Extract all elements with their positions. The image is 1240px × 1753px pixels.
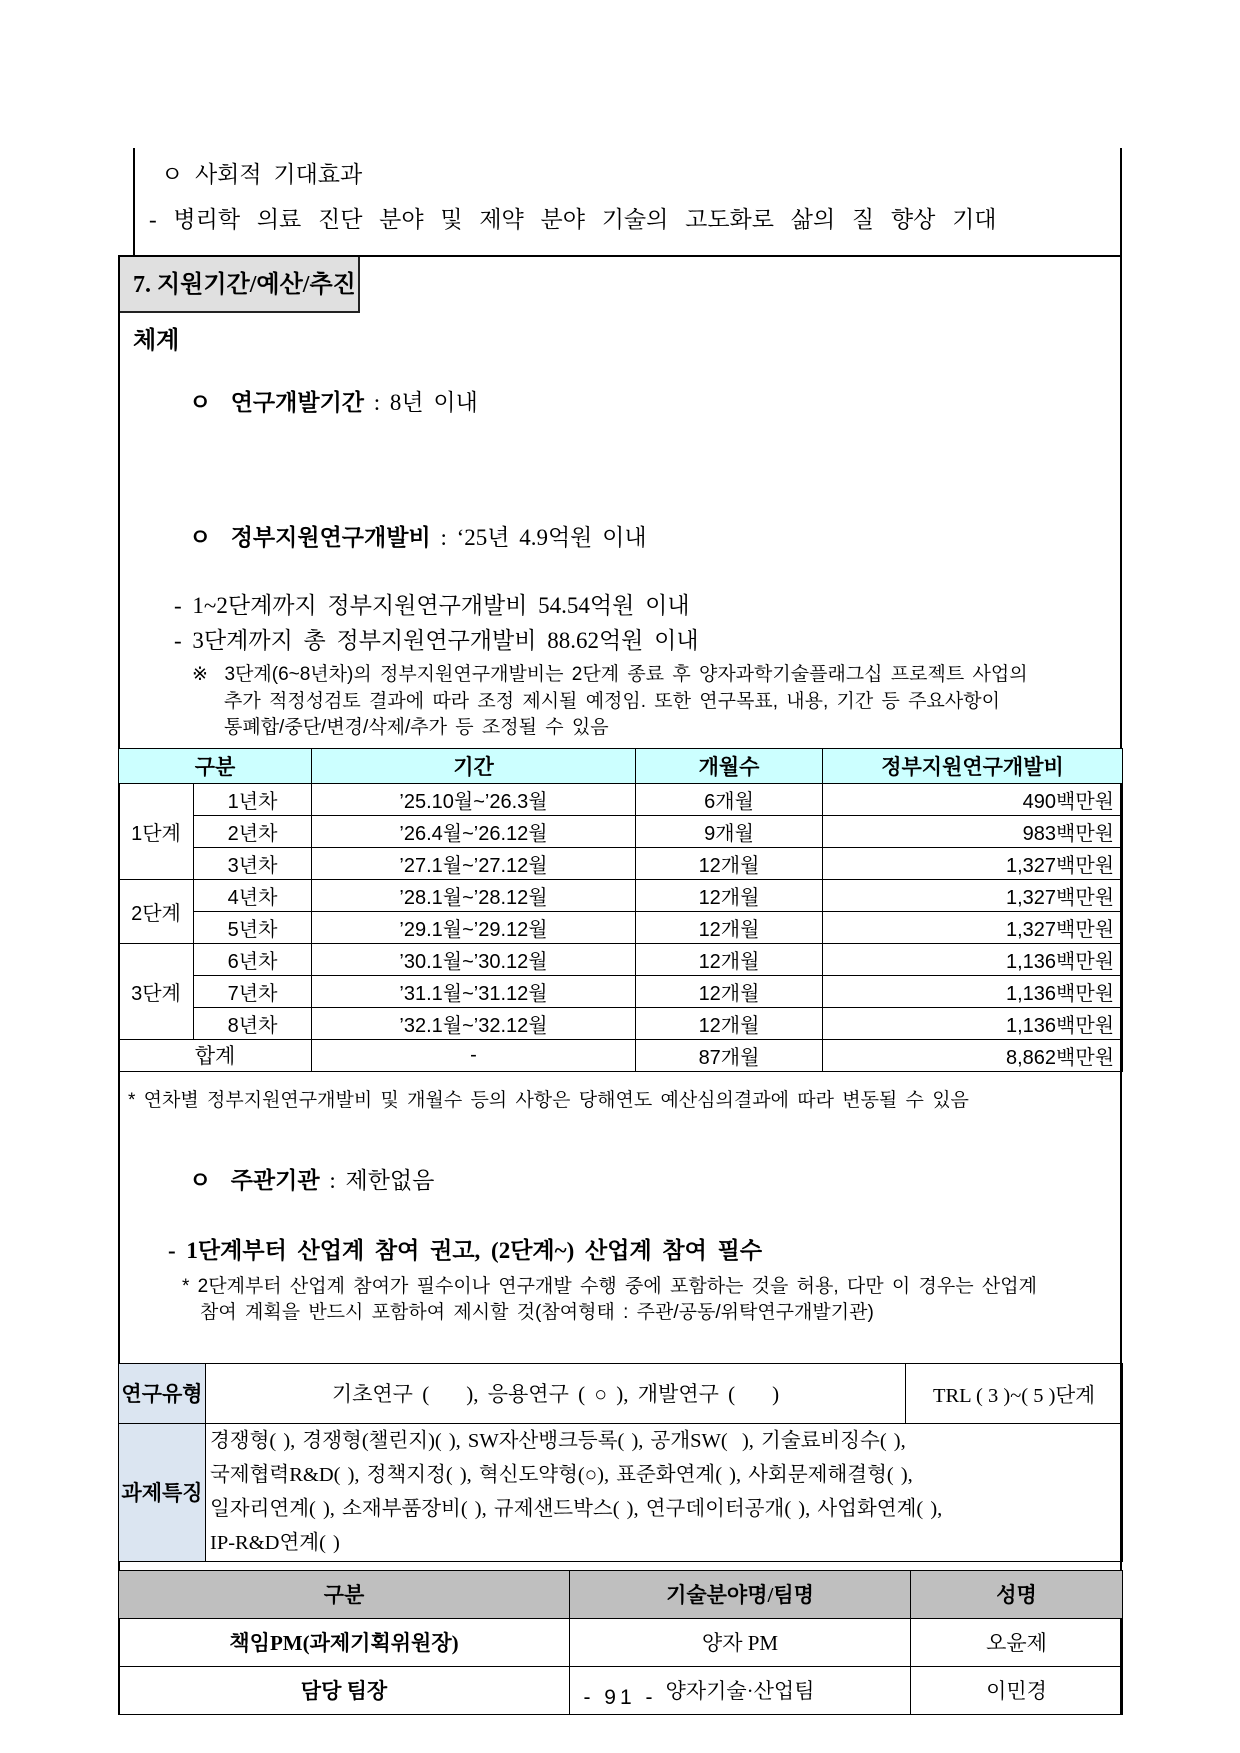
year-cell: 7년차 bbox=[194, 975, 312, 1007]
months-cell: 6개월 bbox=[636, 783, 823, 815]
host-org-value: : 제한없음 bbox=[319, 1167, 435, 1193]
months-cell: 12개월 bbox=[636, 847, 823, 879]
support-plan-section bbox=[118, 255, 1122, 1715]
pm-col-name: 성명 bbox=[911, 1570, 1123, 1618]
table-row bbox=[119, 975, 1123, 1007]
project-feature-row bbox=[119, 1423, 1123, 1561]
period-cell: ’29.1월~’29.12월 bbox=[312, 911, 636, 943]
pm-name-cell: 이민경 bbox=[911, 1666, 1123, 1714]
col-header-amount: 정부지원연구개발비 bbox=[823, 748, 1123, 783]
pm-team-cell: 양자기술·산업팀 bbox=[570, 1666, 911, 1714]
expected-effects-box bbox=[133, 148, 1122, 255]
pm-team-cell: 양자 PM bbox=[570, 1618, 911, 1666]
host-org-label: ㅇ 주관기관 bbox=[189, 1167, 320, 1193]
research-type-table bbox=[118, 1363, 1123, 1562]
year-cell: 5년차 bbox=[194, 911, 312, 943]
industry-note-line2: 참여 계획을 반드시 포함하여 제시할 것(참여형태 : 주관/공동/위탁연구개발기관) bbox=[200, 1302, 874, 1323]
feature-line: 경쟁형( ), 경쟁형(챌린지)( ), SW자산뱅크등록( ), 공개SW( ), 기술료비징수( ), bbox=[210, 1430, 906, 1452]
period-cell: ’25.10월~’26.3월 bbox=[312, 783, 636, 815]
research-type-row bbox=[119, 1363, 1123, 1423]
gov-budget-label: ㅇ 정부지원연구개발비 bbox=[189, 525, 431, 550]
feature-line: IP-R&D연계( ) bbox=[210, 1532, 340, 1554]
budget-table bbox=[118, 748, 1123, 1072]
period-cell: ’27.1월~’27.12월 bbox=[312, 847, 636, 879]
research-type-label: 연구유형 bbox=[119, 1363, 206, 1423]
col-header-period: 기간 bbox=[312, 748, 636, 783]
months-cell: 9개월 bbox=[636, 815, 823, 847]
months-cell: 12개월 bbox=[636, 879, 823, 911]
year-cell: 2년차 bbox=[194, 815, 312, 847]
period-cell: ’26.4월~’26.12월 bbox=[312, 815, 636, 847]
amount-cell: 1,327백만원 bbox=[823, 847, 1123, 879]
amount-cell: 1,136백만원 bbox=[823, 1007, 1123, 1039]
page-number: - 91 - bbox=[583, 1686, 657, 1709]
months-cell: 12개월 bbox=[636, 1007, 823, 1039]
rnd-period-value: : 8년 이내 bbox=[364, 390, 478, 415]
stage-1-cell: 1단계 bbox=[119, 783, 194, 879]
pm-col-gubun: 구분 bbox=[119, 1570, 570, 1618]
project-feature-label: 과제특징 bbox=[119, 1423, 206, 1561]
amount-cell: 490백만원 bbox=[823, 783, 1123, 815]
amount-cell: 983백만원 bbox=[823, 815, 1123, 847]
period-cell: ’28.1월~’28.12월 bbox=[312, 879, 636, 911]
total-period-cell: - bbox=[312, 1039, 636, 1071]
gov-budget-value: : ‘25년 4.9억원 이내 bbox=[430, 525, 647, 550]
pm-role-cell: 담당 팀장 bbox=[119, 1666, 570, 1714]
industry-note-line1: * 2단계부터 산업계 참여가 필수이나 연구개발 수행 중에 포함하는 것을 허용, 다만 이 경우는 산업계 bbox=[182, 1275, 1037, 1297]
year-cell: 4년차 bbox=[194, 879, 312, 911]
year-cell: 3년차 bbox=[194, 847, 312, 879]
stage-3-cell: 3단계 bbox=[119, 943, 194, 1039]
budget-table-footnote: * 연차별 정부지원연구개발비 및 개월수 등의 사항은 당해연도 예산심의결과에 따라 변동될 수 있음 bbox=[128, 1089, 969, 1111]
months-cell: 12개월 bbox=[636, 911, 823, 943]
table-row bbox=[119, 847, 1123, 879]
table-row bbox=[119, 943, 1123, 975]
table-row bbox=[119, 879, 1123, 911]
amount-cell: 1,136백만원 bbox=[823, 975, 1123, 1007]
amount-cell: 1,327백만원 bbox=[823, 879, 1123, 911]
rnd-period-line bbox=[150, 358, 1120, 448]
feature-line: 일자리연계( ), 소재부품장비( ), 규제샌드박스( ), 연구데이터공개( ), 사업화연계( ), bbox=[210, 1498, 943, 1520]
months-cell: 12개월 bbox=[636, 943, 823, 975]
total-months-cell: 87개월 bbox=[636, 1039, 823, 1071]
feature-line: 국제협력R&D( ), 정책지정( ), 혁신도약형(○), 표준화연계( ), 사회문제해결형( ), bbox=[210, 1464, 913, 1486]
period-cell: ’32.1월~’32.12월 bbox=[312, 1007, 636, 1039]
budget-sub2: - 3단계까지 총 정부지원연구개발비 88.62억원 이내 bbox=[174, 628, 699, 653]
year-cell: 1년차 bbox=[194, 783, 312, 815]
months-cell: 12개월 bbox=[636, 975, 823, 1007]
table-row bbox=[119, 815, 1123, 847]
research-type-options: 기초연구 ( ), 응용연구 ( ○ ), 개발연구 ( ) bbox=[206, 1363, 906, 1423]
budget-note-line2: 추가 적정성검토 결과에 따라 조정 제시될 예정임. 또한 연구목표, 내용, 기간 등 주요사항이 bbox=[224, 690, 1000, 712]
section-title: 7. 지원기간/예산/추진체계 bbox=[120, 257, 360, 313]
table-row bbox=[119, 1618, 1123, 1666]
pm-header-row bbox=[119, 1570, 1123, 1618]
rnd-period-label: ㅇ 연구개발기간 bbox=[189, 390, 365, 415]
year-cell: 6년차 bbox=[194, 943, 312, 975]
period-cell: ’30.1월~’30.12월 bbox=[312, 943, 636, 975]
industry-participation-line: - 1단계부터 산업계 참여 권고, (2단계~) 산업계 참여 필수 bbox=[168, 1237, 763, 1263]
pm-role-cell: 책임PM(과제기획위원장) bbox=[119, 1618, 570, 1666]
gov-budget-line bbox=[150, 493, 1120, 583]
period-cell: ’31.1월~’31.12월 bbox=[312, 975, 636, 1007]
pm-col-team: 기술분야명/팀명 bbox=[570, 1570, 911, 1618]
col-header-gubun: 구분 bbox=[119, 748, 312, 783]
budget-sub1: - 1~2단계까지 정부지원연구개발비 54.54억원 이내 bbox=[174, 593, 690, 618]
table-row bbox=[119, 783, 1123, 815]
trl-range: TRL ( 3 )~( 5 )단계 bbox=[906, 1363, 1123, 1423]
amount-cell: 1,136백만원 bbox=[823, 943, 1123, 975]
budget-note-line3: 통폐합/중단/변경/삭제/추가 등 조정될 수 있음 bbox=[224, 717, 609, 738]
stage-2-cell: 2단계 bbox=[119, 879, 194, 943]
project-feature-options bbox=[206, 1423, 1123, 1561]
budget-header-row bbox=[119, 748, 1123, 783]
budget-note-line1: ※ 3단계(6~8년차)의 정부지원연구개발비는 2단계 종료 후 양자과학기술플래그십 프로젝트 사업의 bbox=[192, 664, 1028, 685]
table-row bbox=[119, 911, 1123, 943]
year-cell: 8년차 bbox=[194, 1007, 312, 1039]
total-label-cell: 합계 bbox=[119, 1039, 312, 1071]
pm-name-cell: 오윤제 bbox=[911, 1618, 1123, 1666]
table-row bbox=[119, 1007, 1123, 1039]
col-header-months: 개월수 bbox=[636, 748, 823, 783]
host-org-line bbox=[150, 1136, 1120, 1226]
budget-total-row bbox=[119, 1039, 1123, 1071]
social-effect-detail: - 병리학 의료 진단 분야 및 제약 분야 기술의 고도화로 삶의 질 향상 기대 bbox=[149, 207, 997, 232]
social-effect-heading: ㅇ 사회적 기대효과 bbox=[161, 162, 363, 187]
total-amount-cell: 8,862백만원 bbox=[823, 1039, 1123, 1071]
amount-cell: 1,327백만원 bbox=[823, 911, 1123, 943]
